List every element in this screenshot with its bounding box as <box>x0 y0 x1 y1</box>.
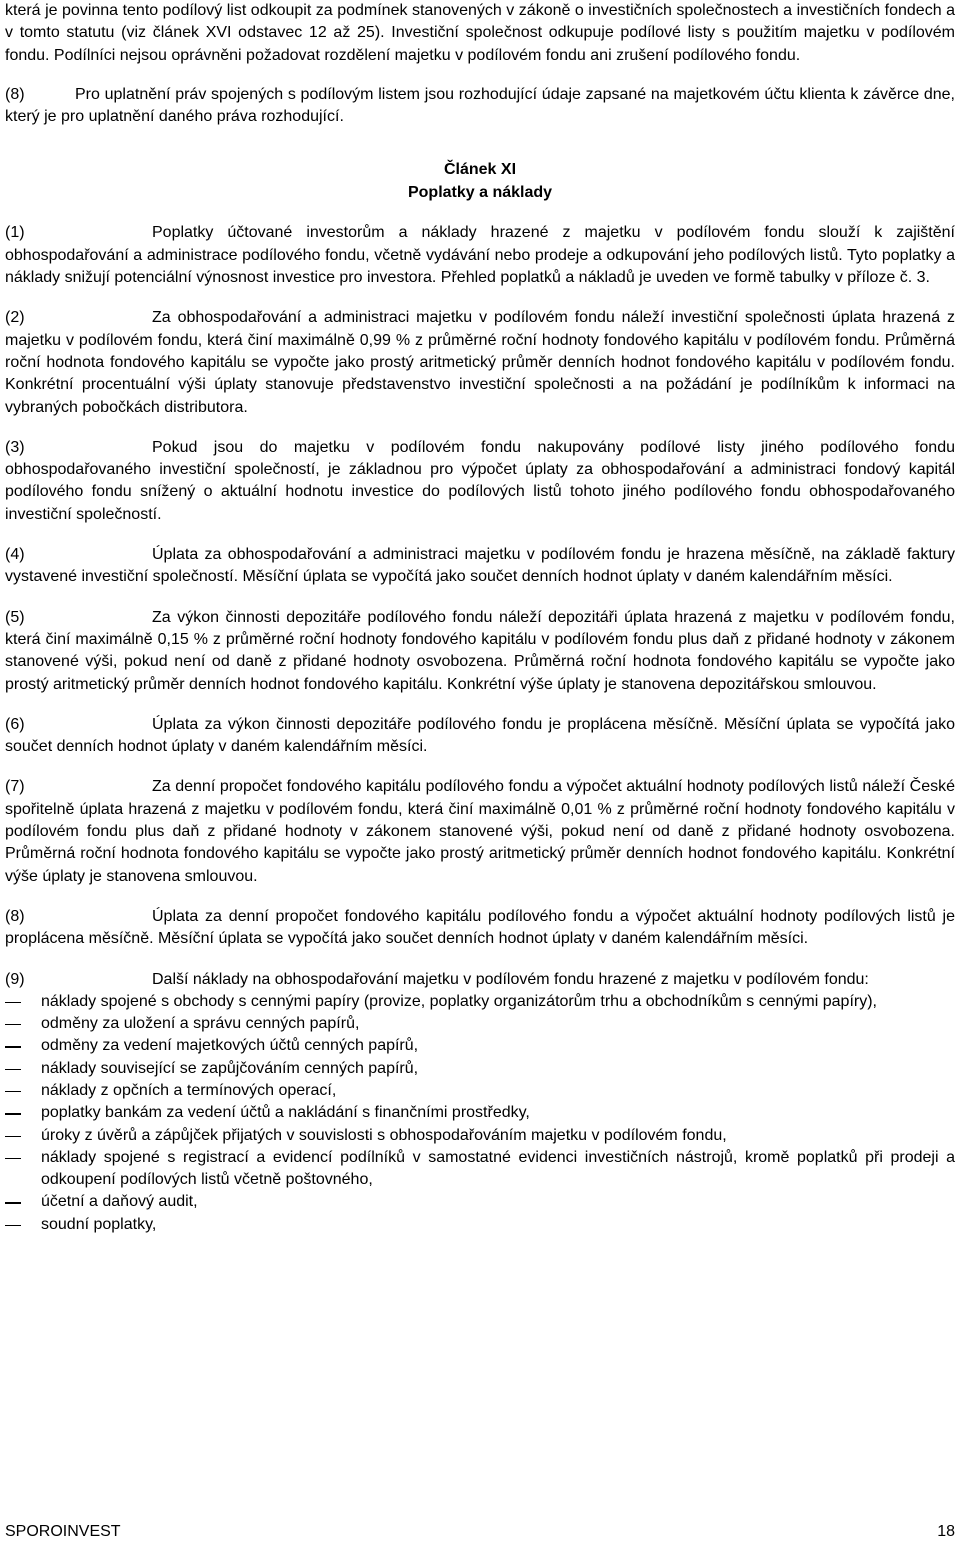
intro-paragraph: která je povinna tento podílový list odkoupit za podmínek stanovených v zákoně o investičních společnostech a investičních fondech a v tomto statutu (viz článek XVI odstavec 12 až 25). Investiční společnost odkupuje podílové listy s použitím majetku v podílovém fondu. Podílníci nejsou oprávněni požadovat rozdělení majetku v podílovém fondu ani zrušení podílového fondu. <box>5 2 955 64</box>
paragraph-number: (3) <box>5 438 25 456</box>
paragraph-number: (4) <box>5 546 25 564</box>
paragraph-text: Za obhospodařování a administraci majetku v podílovém fondu náleží investiční společnosti úplata hrazená z majetku v podílovém fondu, která činí maximálně 0,99 % z průměrné roční hodnoty fondového kapitálu v podílovém fondu. Průměrná roční hodnota fondového kapitálu se vypočte jako prostý aritmetický průměr denních hodnot fondového kapitálu v podílovém fondu. Konkrétní procentuální výši úplaty stanovuje představenstvo investiční společnosti a na požádání je podílníkům k informaci na vybraných pobočkách distributora. <box>5 309 955 416</box>
dash-bullet-icon <box>5 1024 21 1025</box>
article-subtitle: Poplatky a náklady <box>407 184 553 202</box>
paragraph-text: Pokud jsou do majetku v podílovém fondu nakupovány podílové listy jiného podílového fondu obhospodařovaného investiční společností, je základnou pro výpočet úplaty za obhospodařování a administraci fondový kapitál podílového fondu snížený o aktuální hodnotu investice do podílových listů tohoto jiného podílového fondu obhospodařovaného investiční společností. <box>5 438 955 523</box>
paragraph-text: Úplata za výkon činnosti depozitáře podílového fondu je proplácena měsíčně. Měsíční úplata se vypočítá jako součet denních hodnot úplaty v daném kalendářním měsíci. <box>5 715 955 756</box>
article-title: Článek XI <box>443 161 517 179</box>
paragraph-text: Úplata za denní propočet fondového kapitálu podílového fondu a výpočet aktuální hodnoty podílových listů je proplácena měsíčně. Měsíční úplata se vypočítá jako součet denních hodnot úplaty v daném kalendářním měsíci. <box>5 907 955 948</box>
paragraph-5 <box>5 607 955 696</box>
dash-bullet-icon <box>5 1002 21 1003</box>
list-item: účetní a daňový audit, <box>5 1191 955 1213</box>
list-item: odměny za uložení a správu cenných papírů, <box>5 1013 955 1035</box>
paragraph-number: (1) <box>5 224 25 242</box>
dash-bullet-icon <box>5 1136 21 1137</box>
list-item: soudní poplatky, <box>5 1214 955 1236</box>
paragraph-9 <box>5 969 955 991</box>
dash-bullet-icon <box>5 1069 21 1070</box>
list-item: odměny za vedení majetkových účtů cenných papírů, <box>5 1035 955 1057</box>
paragraph-7 <box>5 776 955 887</box>
paragraph-8 <box>5 906 955 951</box>
paragraph-3 <box>5 437 955 526</box>
list-item: úroky z úvěrů a zápůjček přijatých v souvislosti s obhospodařováním majetku v podílovém fondu, <box>5 1125 955 1147</box>
paragraph-number: (6) <box>5 715 25 733</box>
paragraph-number: (8) <box>5 85 25 103</box>
paragraph-4 <box>5 544 955 589</box>
paragraph-number: (7) <box>5 778 25 796</box>
list-item: náklady související se zapůjčováním cenných papírů, <box>5 1058 955 1080</box>
paragraph-number: (9) <box>5 970 25 988</box>
paragraph-number: (8) <box>5 907 25 925</box>
dash-bullet-icon <box>5 1091 21 1092</box>
paragraph-text: Za denní propočet fondového kapitálu podílového fondu a výpočet aktuální hodnoty podílových listů náleží České spořitelně úplata hrazená z majetku v podílovém fondu, která činí maximálně 0,01 % z průměrné roční hodnoty fondového kapitálu v podílovém fondu plus daň z přidané hodnoty v zákonem stanovené výši, pokud není od daně z přidané hodnoty osvobozena. Průměrná roční hodnota fondového kapitálu se vypočte jako prostý aritmetický průměr denních hodnot fondového kapitálu. Konkrétní výše úplaty je stanovena smlouvou. <box>5 778 955 885</box>
paragraph-text: Úplata za obhospodařování a administraci majetku v podílovém fondu je hrazena měsíčně, na základě faktury vystavené investiční společností. Měsíční úplata se vypočítá jako součet denních hodnot úplaty v daném kalendářním měsíci. <box>5 546 955 586</box>
document-page <box>5 0 955 1236</box>
list-item: náklady z opčních a termínových operací, <box>5 1080 955 1102</box>
dash-bullet-icon <box>5 1225 21 1226</box>
list-item: náklady spojené s registrací a evidencí podílníků v samostatné evidenci investičních nástrojů, kromě poplatků při prodeji a odkoupení podílových listů včetně poštovného, <box>5 1147 955 1192</box>
page-number: 18 <box>937 1523 955 1540</box>
paragraph-2 <box>5 307 955 418</box>
paragraph-text: Poplatky účtované investorům a náklady hrazené z majetku v podílovém fondu slouží k zajištění obhospodařování a administrace podílového fondu, včetně vydávání nebo prodeje a odkupování jeho podílových listů. Tyto poplatky a náklady snižují potenciální výnosnost investice pro investora. Přehled poplatků a nákladů je uveden ve formě tabulky v příloze č. 3. <box>5 224 955 287</box>
list-item: poplatky bankám za vedení účtů a nakládání s finančními prostředky, <box>5 1102 955 1124</box>
paragraph-number: (2) <box>5 309 25 327</box>
paragraph-text: Další náklady na obhospodařování majetku v podílovém fondu hrazené z majetku v podílovém fondu: <box>152 970 869 988</box>
dash-bullet-icon <box>5 1113 21 1114</box>
list-item: náklady spojené s obchody s cennými papíry (provize, poplatky organizátorům trhu a obchodníkům s cennými papíry), <box>5 991 955 1013</box>
paragraph-text: Za výkon činnosti depozitáře podílového fondu náleží depozitáři úplata hrazená z majetku v podílovém fondu, která činí maximálně 0,15 % z průměrné roční hodnoty fondového kapitálu v podílovém fondu plus daň z přidané hodnoty v zákonem stanovené výši, pokud není od daně z přidané hodnoty osvobozena. Průměrná roční hodnota fondového kapitálu se vypočte jako prostý aritmetický průměr denních hodnot fondového kapitálu. Konkrétní výše úplaty je stanovena depozitářskou smlouvou. <box>5 608 955 693</box>
article-heading <box>5 158 955 204</box>
dash-bullet-icon <box>5 1202 21 1203</box>
paragraph-8-rights <box>5 84 955 129</box>
paragraph-number: (5) <box>5 608 25 626</box>
footer-fund-name: SPOROINVEST <box>5 1523 121 1540</box>
cost-items-list <box>5 991 955 1236</box>
paragraph-6 <box>5 714 955 759</box>
dash-bullet-icon <box>5 1046 21 1047</box>
dash-bullet-icon <box>5 1158 21 1159</box>
paragraph-1 <box>5 222 955 289</box>
paragraph-text: Pro uplatnění práv spojených s podílovým listem jsou rozhodující údaje zapsané na majetkovém účtu klienta k závěrce dne, který je pro uplatnění daného práva rozhodující. <box>5 85 955 126</box>
